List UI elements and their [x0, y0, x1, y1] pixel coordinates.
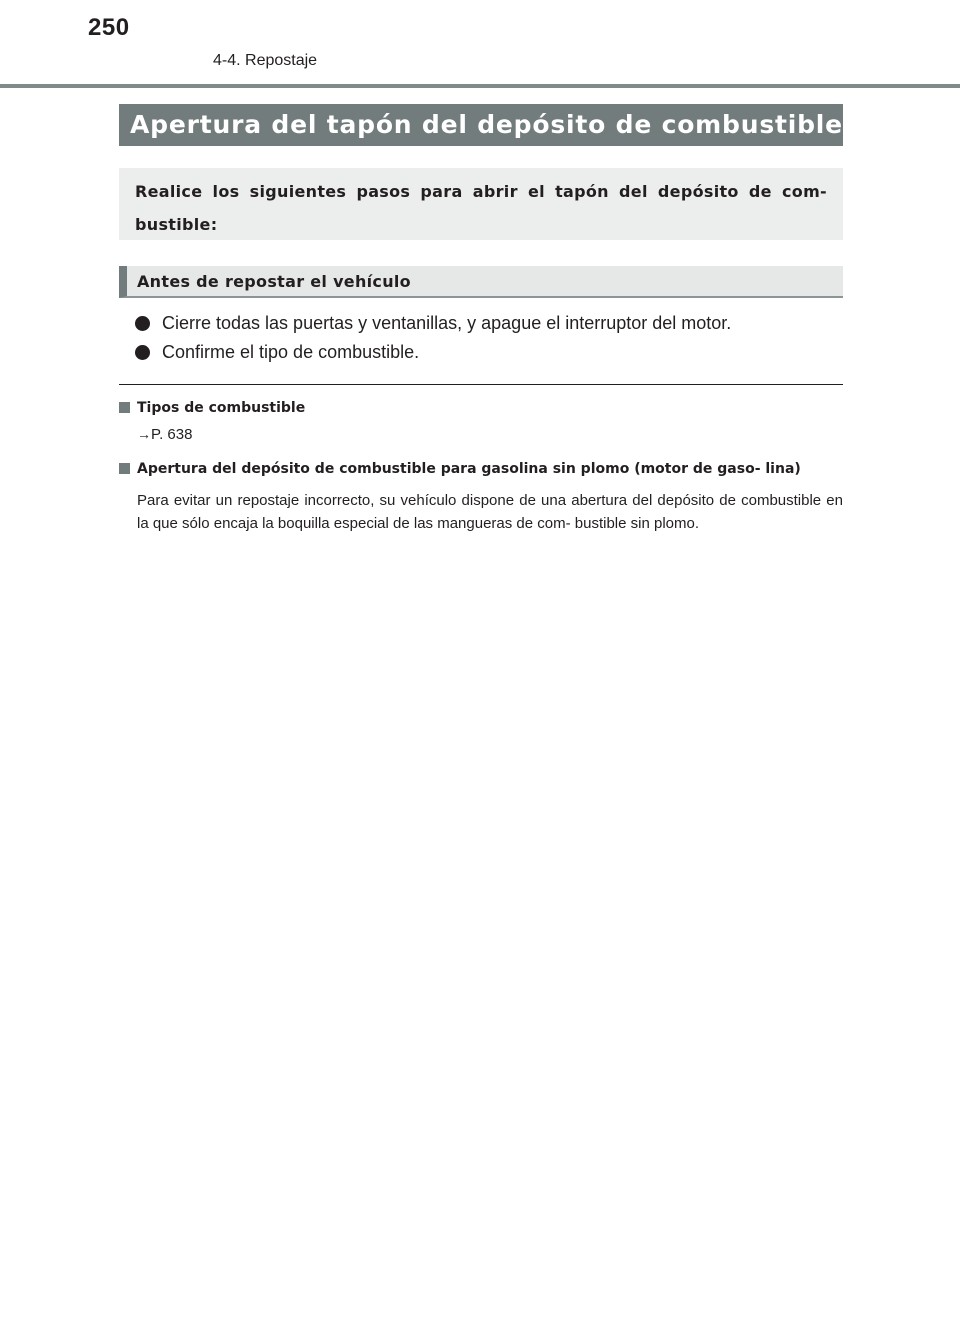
square-bullet-icon [119, 463, 130, 474]
square-bullet-icon [119, 402, 130, 413]
list-item [135, 338, 845, 367]
note-unleaded-opening [119, 458, 843, 535]
intro-text: Realice los siguientes pasos para abrir el tapón del depósito de com- bustible: [135, 182, 827, 234]
note-heading [119, 458, 843, 480]
subsection-heading: Antes de repostar el vehículo [119, 266, 843, 298]
list-item [135, 309, 845, 338]
intro-box [119, 168, 843, 240]
page-reference[interactable]: P. 638 [151, 426, 193, 443]
note-reference [119, 423, 843, 447]
page-number: 250 [88, 14, 130, 41]
bullet-list [135, 309, 845, 367]
section-divider [119, 384, 843, 385]
bullet-text: Cierre todas las puertas y ventanillas, y apague el interruptor del motor. [162, 313, 732, 333]
note-body: Para evitar un repostaje incorrecto, su vehículo dispone de una abertura del depósito de combustible en la que sólo encaja la boquilla especial de las mangueras de com- bustible sin plomo. [137, 492, 843, 532]
note-fuel-types [119, 397, 843, 447]
bullet-icon [135, 345, 150, 360]
page-title: Apertura del tapón del depósito de combustible [119, 104, 843, 146]
note-heading-text: Apertura del depósito de combustible para gasolina sin plomo (motor de gaso- lina) [137, 461, 801, 477]
section-label: 4-4. Repostaje [213, 52, 318, 69]
note-heading-text: Tipos de combustible [137, 400, 306, 416]
arrow-right-icon: → [137, 426, 151, 442]
bullet-icon [135, 316, 150, 331]
bullet-text: Confirme el tipo de combustible. [162, 342, 420, 362]
header-rule [0, 84, 960, 88]
note-heading [119, 397, 843, 419]
